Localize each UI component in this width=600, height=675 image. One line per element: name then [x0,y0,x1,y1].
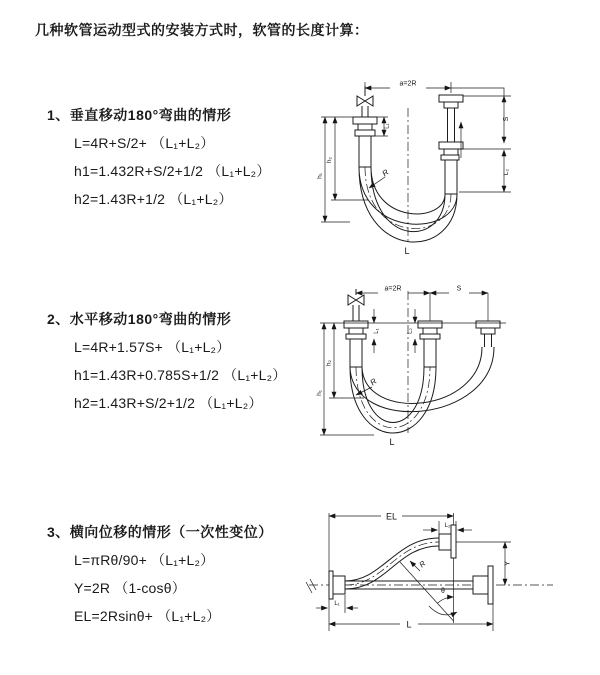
dim-label-l1: L₁ [374,328,380,334]
hose-u-bend-curves [350,347,494,433]
length-label: L [406,619,412,630]
dim-label-2r: a=2R [384,285,402,293]
right-flange-two-positions [439,95,463,160]
extension-lines [321,82,511,222]
section-1-formula-h2: h2=1.43R+1/2 （L₁+L₂） [74,191,233,207]
middle-braided-hose-end [424,339,436,367]
dim-label-y: Y [502,560,512,567]
section-1-formula-L: L=4R+S/2+ （L₁+L₂） [74,135,215,151]
angle-label: θ [441,588,445,595]
left-braided-hose-end [350,339,362,367]
diagram-vertical-180-bend [318,72,553,262]
dim-label-2r: a=2R [399,80,417,88]
dim-label-h1: h₁ [316,390,323,396]
section-1-formula-h1: h1=1.432R+S/2+1/2 （L₁+L₂） [74,163,271,179]
section-3-formula-Y: Y=2R （1-cosθ） [74,580,186,596]
extension-lines [329,513,511,631]
dim-label-s: S [456,285,462,293]
radius-label: R [368,376,379,388]
diagram-lateral-displacement [303,503,593,658]
dim-label-l2: L₂ [444,523,451,529]
length-label: L [404,246,410,256]
flanges [329,525,493,604]
dim-label-h2: h₂ [326,156,333,164]
dim-label-h2: h₂ [325,359,333,367]
right-pipe [448,108,455,142]
left-braided-hose-end [359,136,371,167]
section-2-heading: 2、水平移动180°弯曲的情形 [47,311,232,327]
dim-label-h1: h₁ [316,173,324,179]
angle-arc-2 [429,606,457,615]
section-2-formula-h2: h2=1.43R+S/2+1/2 （L₁+L₂） [74,395,263,411]
section-3-formula-EL: EL=2Rsinθ+ （L₁+L₂） [74,608,221,624]
left-flange [353,117,377,136]
length-label: L [389,437,395,447]
section-2-formula-L: L=4R+1.57S+ （L₁+L₂） [74,339,231,355]
dim-label-l2: L₂ [503,168,510,176]
centerline [309,542,553,585]
angle-arc [437,597,453,603]
extension-lines [320,289,506,435]
dim-label-l1: L₁ [334,601,340,607]
right-braided-hose-end [445,160,457,194]
page-title: 几种软管运动型式的安装方式时，软管的长度计算： [35,22,369,38]
radius-label: R [380,167,391,179]
section-1-heading: 1、垂直移动180°弯曲的情形 [47,107,232,123]
dim-label-l2: L₂ [407,328,414,334]
dim-label-l1: L₁ [384,123,391,129]
diagram-horizontal-180-bend [318,283,563,461]
section-3-formula-L: L=πRθ/90+ （L₁+L₂） [74,552,215,568]
flanges [344,321,500,339]
valve-icon [348,289,364,321]
section-3-heading: 3、横向位移的情形（一次性变位） [47,524,273,540]
dim-label-s: S [503,116,510,122]
dim-label-el: EL [385,511,398,522]
section-2-formula-h1: h1=1.43R+0.785S+1/2 （L₁+L₂） [74,367,287,383]
moved-pipe [485,334,492,347]
radius-label: R [417,558,428,570]
